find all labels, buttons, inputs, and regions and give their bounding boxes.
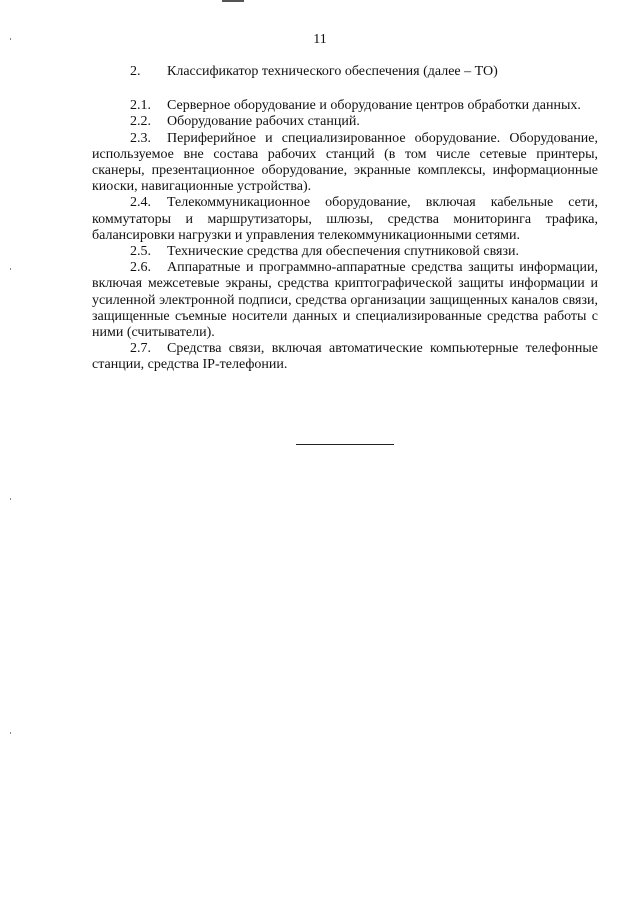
item-text: Серверное оборудование и оборудование центров обработки данных. — [167, 98, 581, 114]
item-text: Аппаратные и программно-аппаратные средства защиты информации, включая межсетевые экраны, средства криптографической защиты информации и усиленной электронной подписи, средства организации защищенных каналов связи, защищенные съемные носители данных и специализированные средства работы с ними (считыватели). — [92, 260, 598, 341]
document-body — [92, 64, 598, 374]
section-number: 2. — [130, 64, 141, 79]
section-heading — [92, 64, 598, 80]
margin-mark — [10, 498, 11, 500]
item-text: Оборудование рабочих станций. — [167, 114, 360, 130]
list-item — [92, 98, 598, 114]
item-number: 2.7. — [130, 341, 151, 357]
item-number: 2.1. — [130, 98, 151, 114]
list-item — [92, 114, 598, 130]
item-text: Периферийное и специализированное оборудование. Оборудование, используемое вне состава рабочих станций (в том числе сетевые принтеры, сканеры, презентационное оборудование, экранные комплексы, информационные киоски, навигационные устройства). — [92, 130, 598, 195]
list-item — [92, 341, 598, 373]
item-number: 2.4. — [130, 195, 151, 211]
item-number: 2.3. — [130, 130, 151, 146]
item-number: 2.5. — [130, 244, 151, 260]
item-text: Телекоммуникационное оборудование, включая кабельные сети, коммутаторы и маршрутизаторы, шлюзы, средства мониторинга трафика, балансировки нагрузки и управления телекоммуникационными сетями. — [92, 195, 598, 243]
list-item — [92, 131, 598, 196]
item-number: 2.2. — [130, 114, 151, 130]
section-title: Классификатор технического обеспечения (далее – ТО) — [167, 64, 498, 79]
end-of-section-rule — [296, 444, 394, 445]
list-item — [92, 260, 598, 341]
scan-top-mark — [222, 0, 244, 2]
margin-mark — [10, 268, 11, 270]
item-text: Средства связи, включая автоматические компьютерные телефонные станции, средства IP-телефонии. — [92, 341, 598, 373]
margin-mark — [10, 732, 11, 734]
page-number: 11 — [313, 32, 327, 47]
list-item — [92, 195, 598, 244]
item-number: 2.6. — [130, 260, 151, 276]
list-item — [92, 244, 598, 260]
item-text: Технические средства для обеспечения спутниковой связи. — [167, 244, 520, 260]
